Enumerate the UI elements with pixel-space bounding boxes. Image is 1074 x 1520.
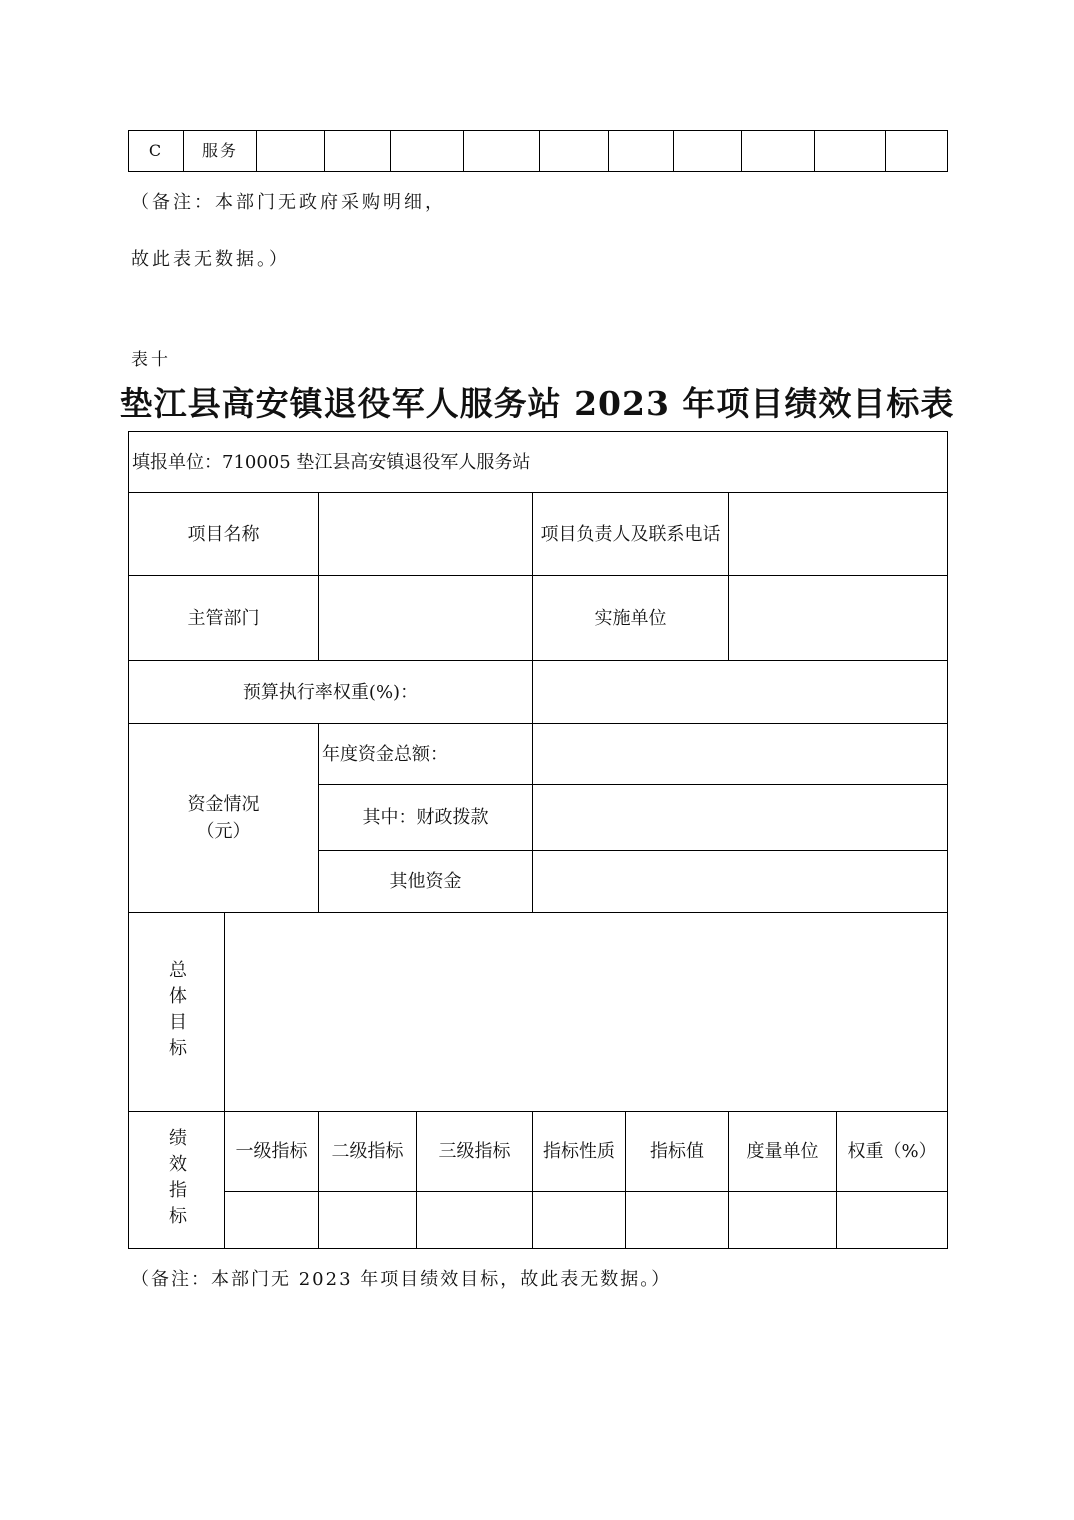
project-name-value [319, 493, 533, 576]
empty-cell [609, 131, 674, 172]
other-funds-value [533, 851, 948, 913]
indicator-cell [533, 1192, 626, 1249]
performance-note: （备注：本部门无 2023 年项目绩效目标，故此表无数据。） [131, 1269, 672, 1290]
indicator-cell [837, 1192, 948, 1249]
budget-weight-label: 预算执行率权重(%)： [129, 661, 533, 724]
funds-label: 资金情况（元） [129, 724, 319, 913]
indicator-header: 三级指标 [417, 1112, 533, 1192]
table-row [129, 1112, 948, 1192]
indicator-header: 一级指标 [225, 1112, 319, 1192]
table-row [129, 661, 948, 724]
category-label: 服务 [184, 131, 257, 172]
procurement-note-line1: （备注：本部门无政府采购明细， [131, 192, 446, 213]
empty-cell [257, 131, 325, 172]
table-row [129, 131, 948, 172]
indicator-text: 绩效指标 [166, 1128, 187, 1232]
table-row [129, 1192, 948, 1249]
overall-goal-value [225, 913, 948, 1112]
budget-weight-value [533, 661, 948, 724]
table-row [129, 724, 948, 785]
indicator-cell [225, 1192, 319, 1249]
empty-cell [742, 131, 815, 172]
project-lead-value [729, 493, 948, 576]
fiscal-value [533, 785, 948, 851]
indicator-header: 度量单位 [729, 1112, 837, 1192]
empty-cell [815, 131, 886, 172]
empty-cell [540, 131, 609, 172]
page-title: 垫江县高安镇退役军人服务站 2023 年项目绩效目标表 [119, 384, 955, 423]
table-label: 表十 [131, 350, 171, 370]
performance-table [128, 431, 948, 1249]
indicator-cell [319, 1192, 417, 1249]
empty-cell [674, 131, 742, 172]
implementer-value [729, 576, 948, 661]
department-label: 主管部门 [129, 576, 319, 661]
annual-total-value [533, 724, 948, 785]
filing-unit: 填报单位：710005 垫江县高安镇退役军人服务站 [129, 432, 948, 493]
indicator-cell [626, 1192, 729, 1249]
indicator-header: 二级指标 [319, 1112, 417, 1192]
category-code: C [129, 131, 184, 172]
empty-cell [325, 131, 391, 172]
empty-cell [464, 131, 540, 172]
implementer-label: 实施单位 [533, 576, 729, 661]
procurement-note-line2: 故此表无数据。） [131, 249, 290, 270]
empty-cell [886, 131, 948, 172]
table-row [129, 432, 948, 493]
table-row [129, 493, 948, 576]
project-name-label: 项目名称 [129, 493, 319, 576]
indicator-cell [729, 1192, 837, 1249]
other-funds-label: 其他资金 [319, 851, 533, 913]
fiscal-label: 其中：财政拨款 [319, 785, 533, 851]
procurement-table [128, 130, 948, 172]
indicator-label [129, 1112, 225, 1249]
overall-goal-text: 总体目标 [166, 960, 187, 1064]
table-row [129, 913, 948, 1112]
annual-total-label: 年度资金总额： [319, 724, 533, 785]
indicator-header: 权重（%） [837, 1112, 948, 1192]
empty-cell [391, 131, 464, 172]
indicator-header: 指标性质 [533, 1112, 626, 1192]
project-lead-label: 项目负责人及联系电话 [533, 493, 729, 576]
overall-goal-label [129, 913, 225, 1112]
department-value [319, 576, 533, 661]
indicator-header: 指标值 [626, 1112, 729, 1192]
indicator-cell [417, 1192, 533, 1249]
table-row [129, 576, 948, 661]
